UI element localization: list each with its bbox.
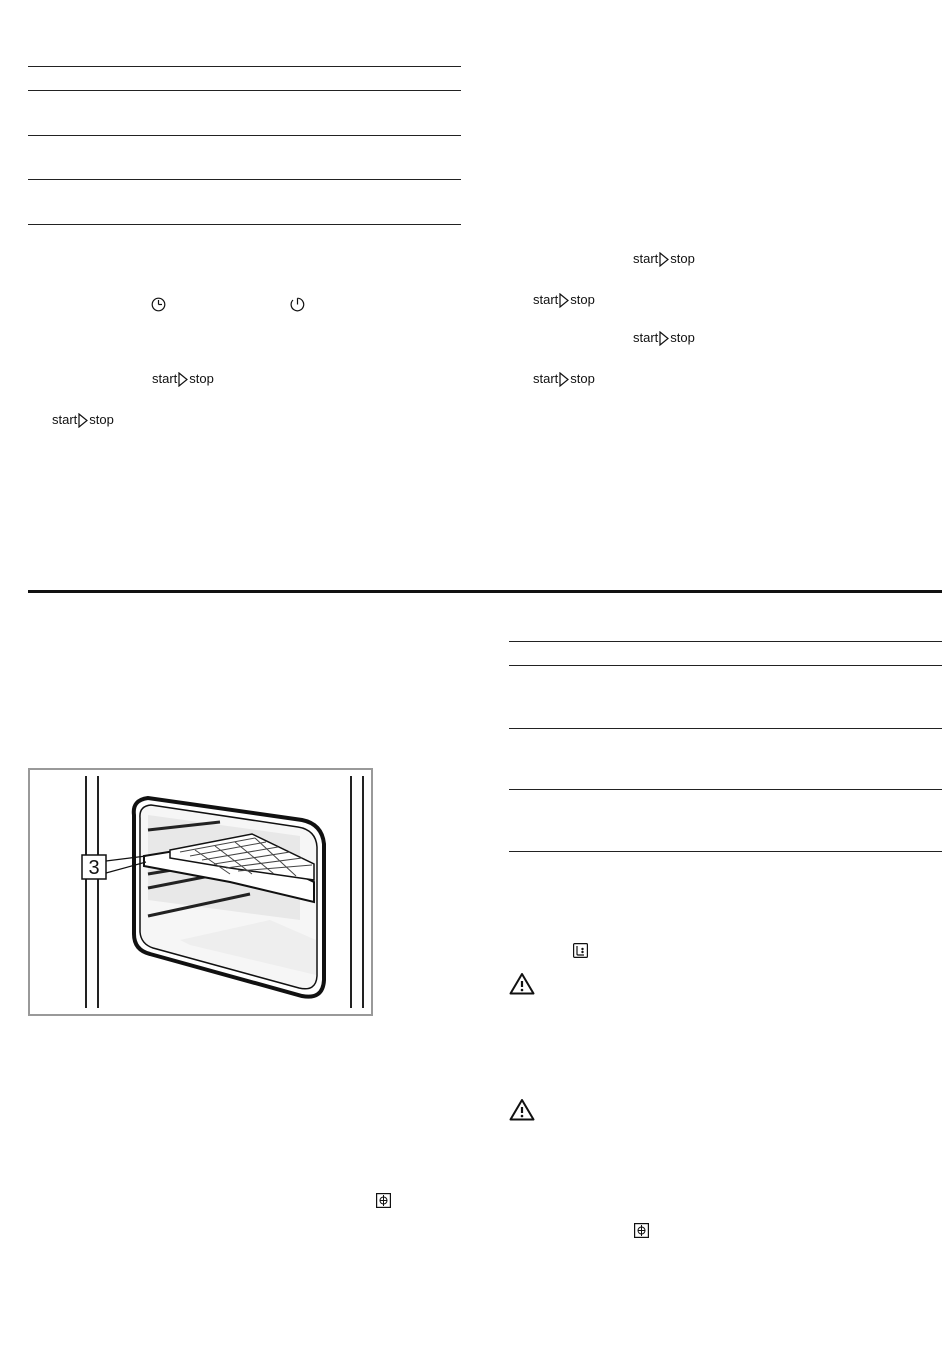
play-triangle-icon bbox=[78, 413, 88, 428]
start-stop-symbol bbox=[533, 371, 595, 387]
grill-function-icon bbox=[634, 1223, 649, 1243]
section-separator bbox=[28, 590, 942, 593]
start-label: start bbox=[152, 371, 178, 386]
table-top-rule bbox=[509, 641, 942, 642]
start-label: start bbox=[52, 412, 78, 427]
table-row-rule bbox=[509, 728, 942, 729]
table-header-rule bbox=[509, 665, 942, 666]
oven-drawing bbox=[30, 770, 371, 1014]
start-stop-symbol bbox=[633, 251, 695, 267]
play-triangle-icon bbox=[659, 331, 669, 346]
table-bottom-rule bbox=[509, 851, 942, 852]
play-triangle-icon bbox=[178, 372, 188, 387]
stop-label: stop bbox=[670, 330, 695, 345]
clock-icon bbox=[151, 297, 166, 317]
table-bottom-rule bbox=[28, 224, 461, 225]
table-top-rule bbox=[28, 66, 461, 67]
start-label: start bbox=[533, 292, 559, 307]
timer-icon bbox=[290, 297, 305, 317]
stop-label: stop bbox=[570, 371, 595, 386]
stop-label: stop bbox=[189, 371, 214, 386]
start-label: start bbox=[633, 330, 659, 345]
table-row-rule bbox=[509, 789, 942, 790]
start-label: start bbox=[633, 251, 659, 266]
start-stop-symbol bbox=[533, 292, 595, 308]
table-row-rule bbox=[28, 135, 461, 136]
stop-label: stop bbox=[670, 251, 695, 266]
play-triangle-icon bbox=[559, 372, 569, 387]
fan-heating-icon bbox=[573, 943, 588, 963]
rack-level-label: 3 bbox=[88, 857, 100, 879]
warning-triangle-icon bbox=[509, 1098, 535, 1126]
stop-label: stop bbox=[570, 292, 595, 307]
start-label: start bbox=[533, 371, 559, 386]
start-stop-symbol bbox=[52, 412, 114, 428]
play-triangle-icon bbox=[559, 293, 569, 308]
stop-label: stop bbox=[89, 412, 114, 427]
play-triangle-icon bbox=[659, 252, 669, 267]
start-stop-symbol bbox=[633, 330, 695, 346]
start-stop-symbol bbox=[152, 371, 214, 387]
grill-function-icon bbox=[376, 1193, 391, 1213]
table-header-rule bbox=[28, 90, 461, 91]
oven-illustration bbox=[28, 768, 373, 1016]
warning-triangle-icon bbox=[509, 972, 535, 1000]
table-row-rule bbox=[28, 179, 461, 180]
